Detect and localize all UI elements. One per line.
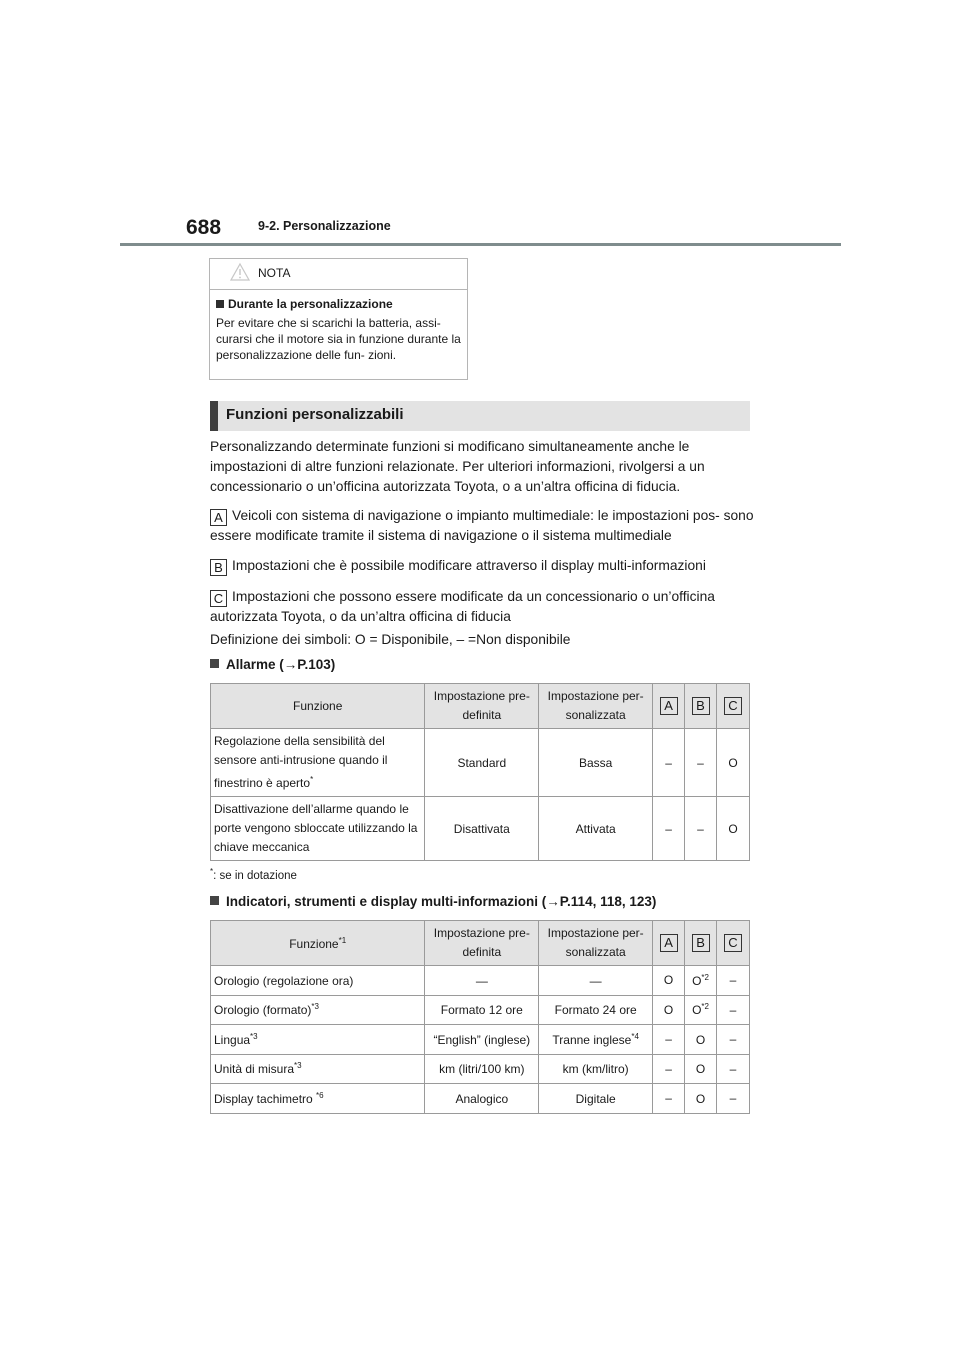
row-custom-text: km (km/litro) xyxy=(562,1062,629,1077)
table-row xyxy=(211,1025,750,1055)
row-default-text: “English” (inglese) xyxy=(433,1032,531,1047)
letter-b-badge: B xyxy=(692,697,710,715)
row-custom: Bassa xyxy=(539,729,653,797)
table-row xyxy=(211,1054,750,1084)
intro-paragraph: Personalizzando determinate funzioni si modificano simultaneamente anche le impostazioni di altre funzioni relazionate. Per ulteriori informazioni, rivolgersi a un concessionario o un’officina autorizzata Toyota, o a un’altra officina di fiducia. xyxy=(210,439,705,494)
row-custom xyxy=(539,1025,653,1055)
row-b: – xyxy=(685,797,717,861)
row-default-text: Formato 12 ore xyxy=(440,1003,523,1018)
row-funzione xyxy=(211,1084,425,1114)
row-funzione xyxy=(211,1025,425,1055)
allarme-footnote xyxy=(210,867,297,882)
row-b xyxy=(685,1084,717,1114)
legend-c-text: Impostazioni che possono essere modificate da un concessionario o un’officina autorizzata Toyota, o da un’altra officina di fiducia xyxy=(210,589,715,624)
footnote-text: : se in dotazione xyxy=(213,869,297,882)
letter-c-badge: C xyxy=(724,697,742,715)
header-funzione: Funzione xyxy=(211,684,425,729)
table-row xyxy=(211,1084,750,1114)
row-b-text: O xyxy=(695,1062,706,1077)
row-funzione: Disattivazione dell’allarme quando le porte vengono sbloccate utilizzando la chiave meccanica xyxy=(211,797,425,861)
row-a xyxy=(653,966,685,996)
row-b: – xyxy=(685,729,717,797)
nota-text: Per evitare che si scarichi la batteria, assi- curarsi che il motore sia in funzione durante la personalizzazione delle fun- zioni. xyxy=(216,316,461,362)
row-default xyxy=(425,966,539,996)
row-funzione xyxy=(211,995,425,1025)
table-row xyxy=(211,995,750,1025)
row-default: Standard xyxy=(425,729,539,797)
table-header-row xyxy=(211,921,750,966)
footnote-mark: *2 xyxy=(701,1002,709,1012)
row-default xyxy=(425,1025,539,1055)
footnote-mark: *3 xyxy=(294,1061,302,1071)
footnote-mark: *2 xyxy=(701,972,709,982)
header-a xyxy=(653,921,685,966)
row-c xyxy=(717,995,750,1025)
footnote-mark: *3 xyxy=(311,1002,319,1012)
row-c-text: – xyxy=(729,973,737,988)
heading-bar xyxy=(210,401,218,431)
nota-header xyxy=(210,259,467,290)
header-funzione-text: Funzione xyxy=(289,936,339,951)
section-heading-text: Funzioni personalizzabili xyxy=(226,406,404,423)
row-b-text: O xyxy=(695,1091,706,1106)
allarme-table xyxy=(210,683,750,861)
row-custom xyxy=(539,1084,653,1114)
letter-a-badge: A xyxy=(660,934,678,952)
row-custom xyxy=(539,966,653,996)
row-c xyxy=(717,1054,750,1084)
row-default-text: — xyxy=(475,973,488,988)
row-c: O xyxy=(717,797,750,861)
row-custom-text: — xyxy=(589,973,602,988)
row-funzione-text: Lingua xyxy=(214,1032,251,1047)
row-b-text: O xyxy=(692,973,702,988)
table-row xyxy=(211,729,750,797)
row-default xyxy=(425,995,539,1025)
letter-c-badge: C xyxy=(210,590,227,607)
nota-label: NOTA xyxy=(258,266,291,280)
row-funzione xyxy=(211,729,425,797)
table-row xyxy=(211,966,750,996)
footnote-mark: * xyxy=(210,867,214,876)
header-divider xyxy=(120,243,841,246)
section-title: 9-2. Personalizzazione xyxy=(258,219,391,233)
row-b-text: O xyxy=(692,1003,702,1018)
footnote-mark: *3 xyxy=(250,1031,258,1041)
row-default: Disattivata xyxy=(425,797,539,861)
nota-box xyxy=(209,258,468,380)
row-custom-text: Tranne inglese xyxy=(552,1032,632,1047)
row-funzione xyxy=(211,966,425,996)
row-a-text: O xyxy=(663,1002,674,1017)
row-custom-text: Formato 24 ore xyxy=(554,1003,637,1018)
row-funzione-text: Regolazione della sensibilità del sensore anti-intrusione quando il finestrino è aperto xyxy=(214,734,388,790)
symbols-definition: Definizione dei simboli: O = Disponibile, – =Non disponibile xyxy=(210,632,571,647)
row-c xyxy=(717,1025,750,1055)
row-a: – xyxy=(653,797,685,861)
letter-b-badge: B xyxy=(210,559,227,576)
row-funzione xyxy=(211,1054,425,1084)
row-custom: Attivata xyxy=(539,797,653,861)
legend-b xyxy=(210,556,755,576)
row-c: O xyxy=(717,729,750,797)
footnote-mark: *6 xyxy=(316,1090,324,1100)
row-c-text: – xyxy=(729,1091,737,1106)
row-default xyxy=(425,1054,539,1084)
row-b xyxy=(685,966,717,996)
square-bullet-icon xyxy=(210,896,219,905)
legend-c xyxy=(210,587,755,627)
header-a xyxy=(653,684,685,729)
row-b xyxy=(685,995,717,1025)
header-c xyxy=(717,921,750,966)
footnote-mark: *1 xyxy=(338,935,347,945)
row-a-text: – xyxy=(665,1061,672,1076)
row-a: – xyxy=(653,729,685,797)
header-b xyxy=(685,921,717,966)
header-custom: Impostazione per- sonalizzata xyxy=(539,684,653,729)
row-default-text: km (litri/100 km) xyxy=(439,1062,525,1077)
nota-title-text: Durante la personalizzazione xyxy=(228,297,393,311)
footnote-mark: * xyxy=(310,775,314,784)
row-funzione-text: Display tachimetro xyxy=(214,1091,317,1106)
allarme-heading xyxy=(210,657,335,672)
row-a xyxy=(653,1025,685,1055)
row-b-text: O xyxy=(695,1032,706,1047)
header-custom: Impostazione per- sonalizzata xyxy=(539,921,653,966)
row-a-text: – xyxy=(665,1032,672,1047)
square-bullet-icon xyxy=(216,300,224,308)
row-c-text: – xyxy=(729,1002,737,1017)
table-header-row xyxy=(211,684,750,729)
header-default: Impostazione pre- definita xyxy=(425,684,539,729)
square-bullet-icon xyxy=(210,659,219,668)
legend-b-text: Impostazioni che è possibile modificare attraverso il display multi-informazioni xyxy=(232,558,706,573)
header-c xyxy=(717,684,750,729)
table-row xyxy=(211,797,750,861)
row-a xyxy=(653,1054,685,1084)
warning-icon xyxy=(230,262,250,282)
row-funzione-text: Unità di misura xyxy=(214,1062,295,1077)
header-default: Impostazione pre- definita xyxy=(425,921,539,966)
letter-c-badge: C xyxy=(724,934,742,952)
row-default xyxy=(425,1084,539,1114)
row-custom-text: Digitale xyxy=(575,1091,616,1106)
row-b xyxy=(685,1025,717,1055)
row-custom xyxy=(539,1054,653,1084)
row-c xyxy=(717,1084,750,1114)
legend-a-text: Veicoli con sistema di navigazione o impianto multimediale: le impostazioni pos- sono essere modificate tramite il sistema di navigazione o il sistema multimediale xyxy=(210,508,754,543)
row-default-text: Analogico xyxy=(455,1091,509,1106)
letter-a-badge: A xyxy=(210,509,227,526)
footnote-mark: *4 xyxy=(631,1031,639,1041)
row-a xyxy=(653,1084,685,1114)
row-c-text: – xyxy=(729,1061,737,1076)
row-c xyxy=(717,966,750,996)
letter-a-badge: A xyxy=(660,697,678,715)
row-a xyxy=(653,995,685,1025)
letter-b-badge: B xyxy=(692,934,710,952)
legend-a xyxy=(210,506,755,546)
allarme-heading-text: Allarme (→P.103) xyxy=(226,657,336,672)
indicatori-heading xyxy=(210,894,656,909)
row-a-text: – xyxy=(665,1091,672,1106)
header-funzione xyxy=(211,921,425,966)
row-c-text: – xyxy=(729,1032,737,1047)
nota-title xyxy=(216,297,461,311)
page-number: 688 xyxy=(186,216,222,239)
row-b xyxy=(685,1054,717,1084)
indicatori-table xyxy=(210,920,750,1114)
row-custom xyxy=(539,995,653,1025)
row-a-text: O xyxy=(663,973,674,988)
row-funzione-text: Orologio (regolazione ora) xyxy=(214,973,354,988)
section-heading xyxy=(210,401,750,431)
row-funzione-text: Orologio (formato) xyxy=(214,1003,312,1018)
indicatori-heading-text: Indicatori, strumenti e display multi-informazioni (→P.114, 118, 123) xyxy=(226,894,657,909)
header-b xyxy=(685,684,717,729)
